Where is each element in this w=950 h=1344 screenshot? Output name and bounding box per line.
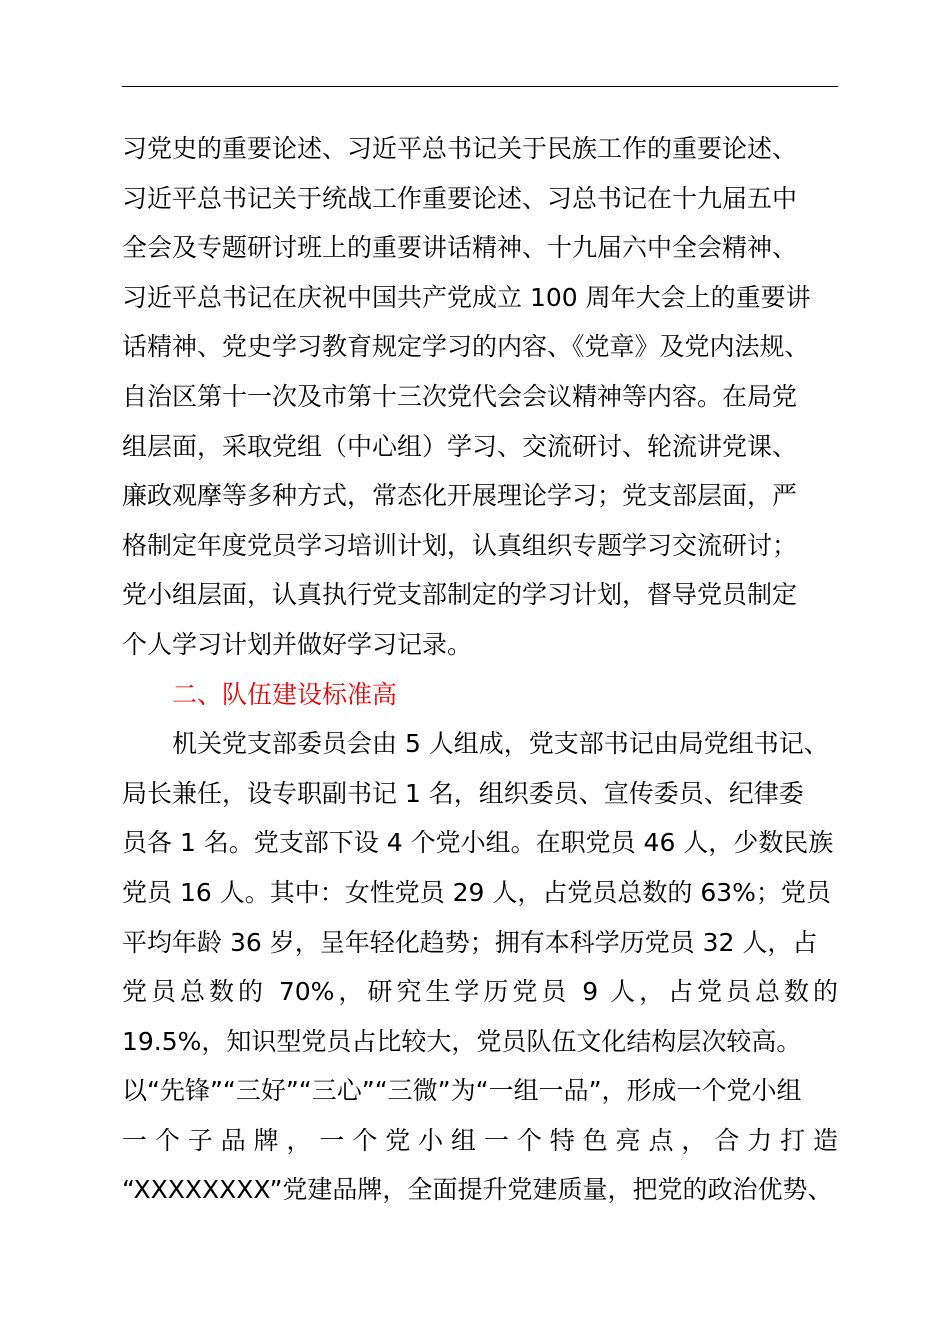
- text-line: 以“先锋”“三好”“三心”“三微”为“一组一品”，形成一个党小组: [122, 1076, 802, 1106]
- text-line: 自治区第十一次及市第十三次党代会会议精神等内容。在局党: [122, 381, 798, 411]
- text-line: 党小组层面，认真执行党支部制定的学习计划，督导党员制定: [122, 580, 798, 610]
- text-line: 话精神、党史学习教育规定学习的内容、《党章》及党内法规、: [122, 332, 810, 362]
- text-line: 党员 16 人。其中：女性党员 29 人，占党员总数的 63%；党员: [122, 877, 831, 907]
- text-line: 局长兼任，设专职副书记 1 名，组织委员、宣传委员、纪律委: [122, 778, 804, 808]
- text-line: 机关党支部委员会由 5 人组成，党支部书记由局党组书记、: [172, 729, 829, 759]
- paragraph-2: [122, 719, 838, 1215]
- text-line: 员各 1 名。党支部下设 4 个党小组。在职党员 46 人，少数民族: [122, 828, 834, 858]
- text-line: “XXXXXXXX”党建品牌，全面提升党建质量，把党的政治优势、: [122, 1175, 833, 1205]
- text-line: 格制定年度党员学习培训计划，认真组织专题学习交流研讨；: [122, 530, 798, 560]
- text-line: 一个子品牌，一个党小组一个特色亮点，合力打造: [122, 1125, 838, 1155]
- text-line: 全会及专题研讨班上的重要讲话精神、十九届六中全会精神、: [122, 233, 798, 263]
- text-line: 19.5%，知识型党员占比较大，党员队伍文化结构层次较高。: [122, 1026, 802, 1056]
- text-line: 廉政观摩等多种方式，常态化开展理论学习；党支部层面，严: [122, 481, 798, 511]
- text-line: 党员总数的 70%，研究生学历党员 9 人，占党员总数的: [122, 977, 838, 1007]
- text-line: 平均年龄 36 岁，呈年轻化趋势；拥有本科学历党员 32 人，占: [122, 927, 818, 957]
- section-heading: 二、队伍建设标准高: [172, 679, 398, 709]
- text-line: 个人学习计划并做好学习记录。: [122, 629, 473, 659]
- text-line: 习近平总书记关于统战工作重要论述、习总书记在十九届五中: [122, 183, 798, 213]
- paragraph-1: [122, 124, 838, 670]
- text-line: 习党史的重要论述、习近平总书记关于民族工作的重要论述、: [122, 134, 798, 163]
- header-rule: [122, 86, 838, 87]
- text-line: 组层面，采取党组（中心组）学习、交流研讨、轮流讲党课、: [122, 431, 798, 461]
- text-line: 习近平总书记在庆祝中国共产党成立 100 周年大会上的重要讲: [122, 282, 811, 312]
- document-body: [122, 124, 838, 1215]
